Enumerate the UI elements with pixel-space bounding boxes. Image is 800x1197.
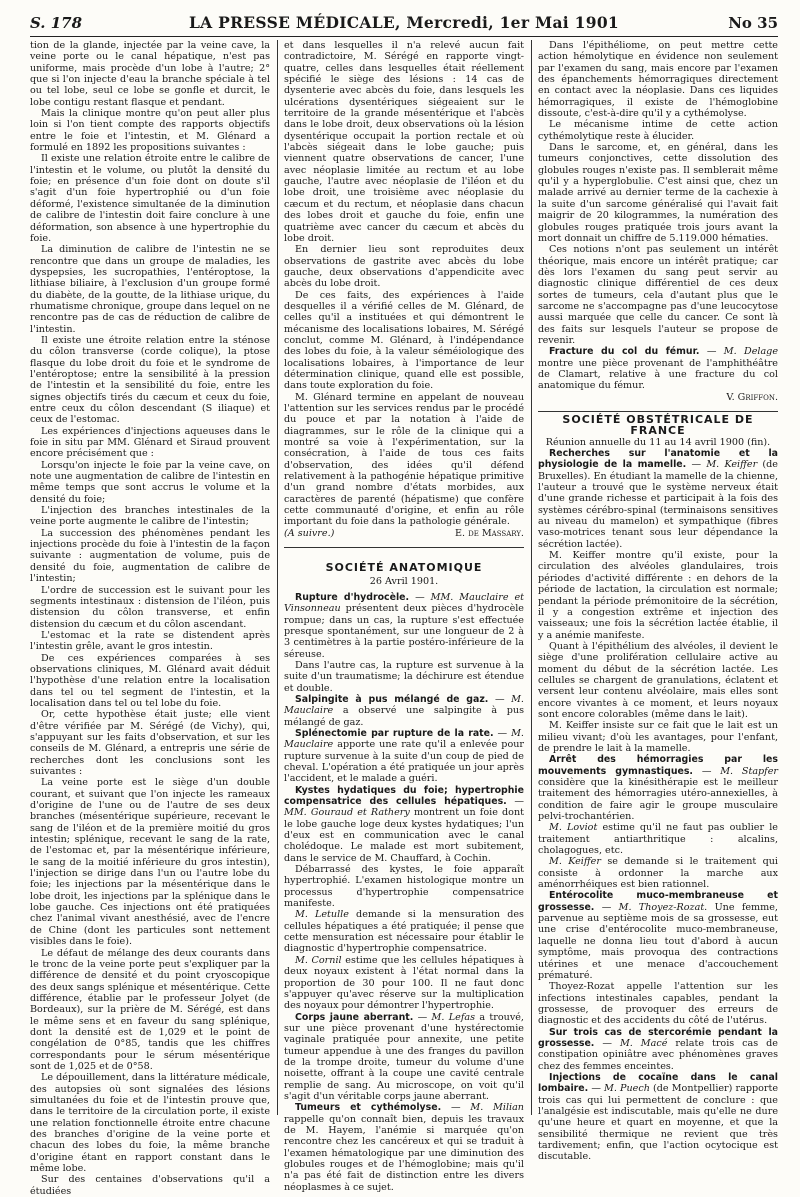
article-entry	[284, 864, 524, 909]
entry-heading: Tumeurs et cythémolyse.	[295, 1102, 442, 1114]
paragraph: M. Glénard termine en appelant de nouveau l'attention sur les services rendus par le procédé du pouce et par la notation à l'aide de diagrammes, sur le rôle de la clinique qui a montré sa voie à l'expérimentation, sur la consécration, à l'aide de tous ces faits d'observation, des idées qu'il défend relativement à la pathogénie hépatique primitive d'un grand nombre d'états morbides, aux caractères de parenté (hépatisme) que confère cette communauté d'origine, et enfin au rôle important du foie dans la pathologie générale.	[284, 391, 524, 528]
entry-text: montrent un foie dont le lobe gauche loge deux kystes hydatiques; l'un d'eux est en communication avec le canal cholédoque. Le malade est mort subitement, dans le service de M. Chauffard, à Cochin.	[284, 807, 524, 864]
entry-author: — M. Macé	[602, 1037, 668, 1049]
section-date: Réunion annuelle du 11 au 14 avril 1900 (fin).	[545, 436, 771, 448]
entry-heading: Arrêt des hémorragies par les mouvements gymnastiques.	[538, 754, 778, 777]
paragraph: Il existe une relation étroite entre le calibre de l'intestin et le volume, ou plutôt la densité du foie; en présence d'un foie dont on doute s'il s'agit d'un foie hypertrophié ou d'un foie déformé, l'existence simultanée de la diminution de calibre de l'intestin doit faire conclure à une déformation, son absence à une hypertrophie du foie.	[30, 153, 270, 244]
article-entry	[538, 448, 778, 550]
entry-heading: Entérocolite muco-membraneuse et grossesse.	[538, 890, 778, 913]
section-rule	[538, 411, 778, 412]
entry-author: — M. Stapfer	[701, 765, 778, 777]
paragraph: La diminution de calibre de l'intestin ne se rencontre que dans un groupe de maladies, les dyspepsies, les sucropathies, l'entéroptose, la lithiase biliaire, à l'exclusion d'un groupe formé du diabète, de la goutte, de la lithiase urique, du rhumatisme chronique, groupe dans lequel on ne rencontre pas de cas de réduction de calibre de l'intestin.	[30, 244, 270, 335]
article-entry	[284, 909, 524, 954]
entry-text: présentent deux pièces d'hydrocèle rompue; dans un cas, la rupture s'est effectuée presque spontanément, sur une longueur de 2 à 3 centimètres à la partie postéro-inférieure de la séreuse.	[284, 603, 524, 660]
entry-text: a trouvé, sur une pièce provenant d'une hystérectomie vaginale pratiquée pour annexite, une petite tumeur appendue à une des franges du pavillon de la trompe droite, tumeur du volume d'une noisette, offrant à la coupe une cavité centrale remplie de sang. Au microscope, on voit qu'il s'agit d'un véritable corps jaune aberrant.	[284, 1011, 524, 1102]
article-entry	[538, 856, 778, 890]
entry-text: apporte une rate qu'il a enlevée pour rupture survenue à la suite d'un coup de pied de cheval. L'opération a été pratiquée un jour après l'accident, et le malade a guéri.	[284, 739, 524, 785]
entry-text: montre une pièce provenant de l'amphithéâtre de Clamart, relative à une fracture du col anatomique du fémur.	[538, 357, 778, 392]
paragraph: Or, cette hypothèse était juste; elle vient d'être vérifiée par M. Sérégé (de Vichy), qui, s'appuyant sur les faits d'observation, et sur les conseils de M. Glénard, a entrepris une série de recherches dont les conclusions sont les suivantes :	[30, 709, 270, 777]
entry-text: M. Keiffer insiste sur ce fait que le lait est un milieu vivant; d'où les avantages, pour l'enfant, de prendre le lait à la mamelle.	[538, 720, 778, 754]
entry-text: a observé une salpingite à pus mélangé de gaz.	[284, 705, 524, 728]
article-entry	[284, 728, 524, 785]
paragraph: Le dépouillement, dans la littérature médicale, des autopsies où sont signalées des lésions simultanées du foie et de l'intestin prouve que, dans le territoire de la circulation porte, il existe une relation fonctionnelle étroite entre chacune des branches d'origine de la veine porte et chacun des lobes du foie, la même branche d'origine étant en rapport constant dans le même lobe.	[30, 1072, 270, 1175]
entry-heading: Sur trois cas de stercorémie pendant la grossesse.	[538, 1026, 778, 1049]
paragraph: En dernier lieu sont reproduites deux observations de gastrite avec abcès du lobe gauche, deux observations d'appendicite avec abcès du lobe droit.	[284, 244, 524, 290]
entry-author: M. Keiffer	[549, 856, 601, 868]
entry-heading: Rupture d'hydrocèle.	[295, 591, 410, 603]
entry-text: rappelle qu'on connaît bien, depuis les travaux de M. Hayem, l'anémie si marquée qu'on rencontre chez les cancéreux et qui se traduit à l'examen hématologique par une diminution des globules rouges et de l'hémoglobine; mais qu'il n'a pas été fait de distinction entre les divers néoplasmes à ce sujet.	[284, 1113, 524, 1193]
paragraph: Mais la clinique montre qu'on peut aller plus loin si l'on tient compte des rapports objectifs entre le foie et l'intestin, et M. Glénard a formulé en 1892 les propositions suivantes :	[30, 108, 270, 154]
paragraph: L'estomac et la rate se distendent après l'intestin grêle, avant le gros intestin.	[30, 629, 270, 653]
article-entry	[284, 660, 524, 694]
entry-author: M. Loviot	[549, 822, 598, 834]
entry-text: Quant à l'épithélium des alvéoles, il devient le siège d'une prolifération cellulaire active au moment du début de la sécrétion lactée. Les cellules se chargent de granulations, éclatent et versent leur contenu alvéolaire, mais elles sont encore vivantes à ce moment, et leurs noyaux sont encore colorables (même dans le lait).	[538, 640, 778, 720]
article-entry	[538, 890, 778, 981]
column-1	[30, 40, 270, 1197]
issue-number: No 35	[728, 14, 778, 32]
entry-heading: Injections de cocaïne dans le canal lombaire.	[538, 1071, 778, 1095]
entry-text: Thoyez-Rozat appelle l'attention sur les infections intestinales capables, pendant la grossesse, de provoquer des erreurs de diagnostic et des accidents du côté de l'utérus.	[538, 981, 778, 1027]
article-entry	[284, 694, 524, 728]
paragraph: Le défaut de mélange des deux courants dans le tronc de la veine porte peut s'expliquer par la différence de densité et du point cryoscopique des deux sangs splénique et mésentérique. Cette différence, établie par le professeur Jolyet (de Bordeaux), sur la prière de M. Sérégé, est dans le même sens et en faveur du sang splénique, dont la densité est de 1,029 et le point de congélation de 0°85, tandis que les chiffres correspondants pour le sérum mésentérique sont de 1,025 et de 0°58.	[30, 947, 270, 1072]
entry-text: Débarrassé des kystes, le foie apparaît hypertrophié. L'examen histologique montre un processus d'hypertrophie compensatrice manifeste.	[284, 864, 524, 910]
paragraph: La veine porte est le siège d'un double courant, et suivant que l'on injecte les rameaux d'origine de l'une ou de l'autre de ses deux branches (mésentérique supérieure, recevant le sang de l'iléon et de la première moitié du gros intestin; splénique, recevant le sang de la rate, de l'estomac et, par la mésentérique inférieure, le sang de la moitié inférieure du gros intestin), l'injection se dirige dans l'un ou l'autre lobe du foie; les injections par la mésentérique dans le lobe droit, les injections par la splénique dans le lobe gauche. Ces injections ont été pratiquées chez l'animal vivant anesthésié, avec de l'encre de Chine (dont les particules sont nettement visibles dans le foie).	[30, 777, 270, 948]
paragraph: tion de la glande, injectée par la veine cave, la veine porte ou le canal hépatique, n'est pas uniforme, mais procède d'un lobe à l'autre; 2° que si l'on injecte d'eau la branche spéciale à tel ou tel lobe, seul ce lobe se gonfle et durcit, le lobe contigu restant flasque et pendant.	[30, 40, 270, 108]
entry-text: Dans l'autre cas, la rupture est survenue à la suite d'un traumatisme; la déchirure est étendue et double.	[284, 659, 524, 694]
entry-text: (de Bruxelles). En étudiant la mamelle de la chienne, l'auteur a trouvé que le système nerveux était d'une grande richesse et participait à la fois des systèmes cérébro-spinal (terminaisons sensitives au niveau du mamelon) et sympathique (fibres vaso-motrices tenant sous leur dépendance la sécrétion lactée).	[538, 459, 778, 550]
column-separator	[531, 40, 532, 1115]
author-signature: E. de Massary.	[454, 527, 524, 539]
entry-text: Une femme, parvenue au septième mois de sa grossesse, eut une crise d'entérocolite muco-membraneuse, laquelle ne donna lieu tout d'abord à aucun symptôme, mais provoqua des contractions utérines et une menace d'accouchement prématuré.	[538, 901, 778, 981]
paragraph: Sur des centaines d'observations qu'il a étudiées	[30, 1174, 270, 1197]
article-entry	[284, 1102, 524, 1193]
entry-text: relate trois cas de constipation opiniâtre avec phénomènes graves chez des femmes enceintes.	[538, 1037, 778, 1072]
column-3	[538, 40, 778, 1163]
paragraph: et dans lesquelles il n'a relevé aucun fait contradictoire, M. Sérégé en rapporte vingt-quatre, celles dans lesquelles était réellement spécifié le siège des lésions : 14 cas de dysenterie avec abcès du foie, dans lesquels les ulcérations dysentériques siégeaient sur le territoire de la grande mésentérique et l'abcès dans le lobe droit, deux observations où la lésion dysentérique occupait la portion rectale et où l'abcès siégeait dans le lobe gauche; puis viennent quatre observations de cancer, l'une avec néoplasie limitée au rectum et au lobe gauche, l'autre avec néoplasie de l'iléon et du lobe droit, une troisième avec néoplasie du cæcum et du rectum, et néoplasie dans chacun des lobes droit et gauche du foie, enfin une quatrième avec cancer du cæcum et abcès du lobe droit.	[284, 40, 524, 244]
entry-author: — M. Keiffer	[691, 459, 758, 471]
paragraph: Les expériences d'injections aqueuses dans le foie in situ par MM. Glénard et Siraud prouvent encore précisément que :	[30, 425, 270, 460]
entry-heading: Fracture du col du fémur.	[549, 346, 700, 358]
paragraph: De ces faits, des expériences à l'aide desquelles il a vérifié celles de M. Glénard, de celles qu'il a instituées et qui démontrent le mécanisme des localisations lobaires, M. Sérégé conclut, comme M. Glénard, à l'indépendance des lobes du foie, à la valeur séméiologique des localisations lobaires, à l'importance de leur détermination clinique, quand elle est possible, dans toute exploration du foie.	[284, 289, 524, 392]
entry-heading: Kystes hydatiques du foie; hypertrophie compensatrice des cellules hépatiques.	[284, 784, 524, 807]
article-entry	[538, 641, 778, 720]
article-entry	[538, 754, 778, 822]
article-entry	[538, 1072, 778, 1163]
entry-author: — M. Milian	[450, 1102, 524, 1114]
section-rule	[284, 547, 524, 548]
article-entry	[538, 822, 778, 856]
entry-text: estime que les cellules hépatiques à deux noyaux existent à l'état normal dans la proportion de 30 pour 100. Il ne faut donc s'appuyer qu'avec réserve sur la multiplication des noyaux pour démontrer l'hypertrophie.	[284, 954, 524, 1012]
paragraph: L'ordre de succession est le suivant pour les segments intestinaux : distension de l'iléon, puis distension du côlon transverse, et enfin distension du cæcum et du côlon ascendant.	[30, 584, 270, 630]
entry-author: — M. Thoyez-Rozat.	[601, 901, 708, 913]
entry-author: — M. Delage	[706, 346, 778, 358]
entry-heading: Corps jaune aberrant.	[295, 1011, 414, 1023]
article-entry	[284, 1012, 524, 1103]
entry-heading: Splénectomie par rupture de la rate.	[295, 727, 494, 739]
journal-title: LA PRESSE MÉDICALE, Mercredi, 1er Mai 1901	[188, 13, 620, 32]
page-header	[30, 10, 778, 37]
article-entry	[538, 981, 778, 1026]
article-entry	[538, 346, 778, 391]
paragraph: Le mécanisme intime de cette action cythémolytique reste à élucider.	[538, 119, 778, 142]
entry-author: — MM. Gouraud et Rathery	[284, 796, 524, 819]
article-entry	[284, 955, 524, 1012]
entry-heading: Recherches sur l'anatomie et la physiologie de la mamelle.	[538, 448, 778, 471]
paragraph: Ces notions n'ont pas seulement un intérêt théorique, mais encore un intérêt pratique; car dès lors l'examen du sang peut servir au diagnostic clinique différentiel de ces deux sortes de tumeurs, cela d'autant plus que le sarcome ne s'accompagne pas d'une leucocytose aussi marquée que celle du cancer. Ce sont là des faits sur lesquels l'auteur se propose de revenir.	[538, 244, 778, 346]
entry-text: considère que la kinésithérapie est le meilleur traitement des hémorragies utéro-annexielles, à condition de faire agir le groupe musculaire pelvi-trochantérien.	[538, 777, 778, 823]
entry-author: — M. Mauclaire	[284, 693, 524, 717]
entry-author: — M. Mauclaire	[284, 727, 524, 751]
entry-heading: Salpingite à pus mélangé de gaz.	[295, 693, 489, 705]
section-title: SOCIÉTÉ ANATOMIQUE	[325, 561, 483, 575]
entry-text: M. Keiffer montre qu'il existe, pour la circulation des alvéoles glandulaires, trois périodes d'activité différente : en dehors de la période de lactation, la circulation est normale; pendant la période prémonitoire de la sécrétion, il y a congestion extrême et injection des vaisseaux; une fois la sécrétion lactée établie, il y a anémie manifeste.	[538, 550, 778, 641]
to-be-continued: (A suivre.)	[284, 527, 335, 539]
entry-text: (de Montpellier) rapporte trois cas qui lui permettent de conclure : que l'analgésie est indiscutable, mais qu'elle ne dure qu'une heure et quart en moyenne, et que la sensibilité thermique ne revient que très tardivement; enfin, que l'action ocytocique est discutable.	[538, 1083, 778, 1163]
paragraph: Dans le sarcome, et, en général, dans les tumeurs conjonctives, cette dissolution des globules rouges n'existe pas. Il semblerait même qu'il y a hyperglobulie. C'est ainsi que, chez un malade arrivé au dernier terme de la cachexie à la suite d'un sarcome généralisé qui l'avait fait maigrir de 20 kilogrammes, la numération des globules rouges pratiquée trois jours avant la mort donnait un chiffre de 5.119.000 hématies.	[538, 142, 778, 244]
entry-author: M. Letulle	[295, 909, 349, 921]
article-entry	[538, 1027, 778, 1072]
column-separator	[277, 40, 278, 1115]
paragraph: Dans l'épithéliome, on peut mettre cette action hémolytique en évidence non seulement par l'examen du sang, mais encore par l'examen des épanchements hémorragiques directement en contact avec la néoplasie. Dans ces liquides hémorragiques, il existe de l'hémoglobine dissoute, c'est-à-dire qu'il y a cythémolyse.	[538, 40, 778, 120]
entry-author: M. Cornil	[295, 954, 342, 966]
entry-author: — M. Puech	[591, 1083, 650, 1095]
paragraph: Il existe une étroite relation entre la sténose du côlon transverse (corde colique), la ptose flasque du lobe droit du foie et le syndrome de l'entéroptose; entre la sensibilité à la pression de l'intestin et la sensibilité du foie, entre les signes objectifs tirés du cæcum et ceux du foie, entre ceux du côlon descendant (S iliaque) et ceux de l'estomac.	[30, 334, 270, 426]
section-date: 26 Avril 1901.	[369, 576, 439, 588]
entry-text: estime qu'il ne faut pas oublier le traitement antiarthritique : alcalins, cholagogues, etc.	[538, 822, 778, 857]
paragraph: La succession des phénomènes pendant les injections procède du foie à l'intestin de la façon suivante : augmentation de volume, puis de densité du foie, augmentation de calibre de l'intestin;	[30, 527, 270, 585]
article-entry	[538, 550, 778, 641]
paragraph: L'injection des branches intestinales de la veine porte augmente le calibre de l'intestin;	[30, 505, 270, 528]
section-title: SOCIÉTÉ OBSTÉTRICALE DE FRANCE	[562, 413, 754, 438]
page-number: S. 178	[30, 14, 83, 32]
signature-line	[284, 528, 524, 539]
entry-text: se demande si le traitement qui consiste à ordonner la marche aux aménorrhéiques est bien rationnel.	[538, 856, 778, 891]
paragraph: De ces expériences comparées à ses observations cliniques, M. Glénard avait déduit l'hypothèse d'une relation entre la localisation dans tel ou tel segment de l'intestin, et la localisation dans tel ou tel lobe du foie.	[30, 652, 270, 709]
entry-text: demande si la mensuration des cellules hépatiques a été pratiquée; il pense que cette mensuration est nécessaire pour établir le diagnostic d'hypertrophie compensatrice.	[284, 909, 524, 955]
article-entry	[284, 592, 524, 660]
article-entry	[538, 720, 778, 754]
author-signature: V. Griffon.	[726, 391, 778, 403]
entry-author: — MM. Mauclaire et Vinsonneau	[284, 591, 524, 615]
column-2	[284, 40, 524, 1193]
entry-author: — M. Lefas	[417, 1011, 476, 1023]
article-entry	[284, 785, 524, 864]
paragraph: Lorsqu'on injecte le foie par la veine cave, on note une augmentation de calibre de l'intestin en même temps que sont accrus le volume et la densité du foie;	[30, 459, 270, 505]
